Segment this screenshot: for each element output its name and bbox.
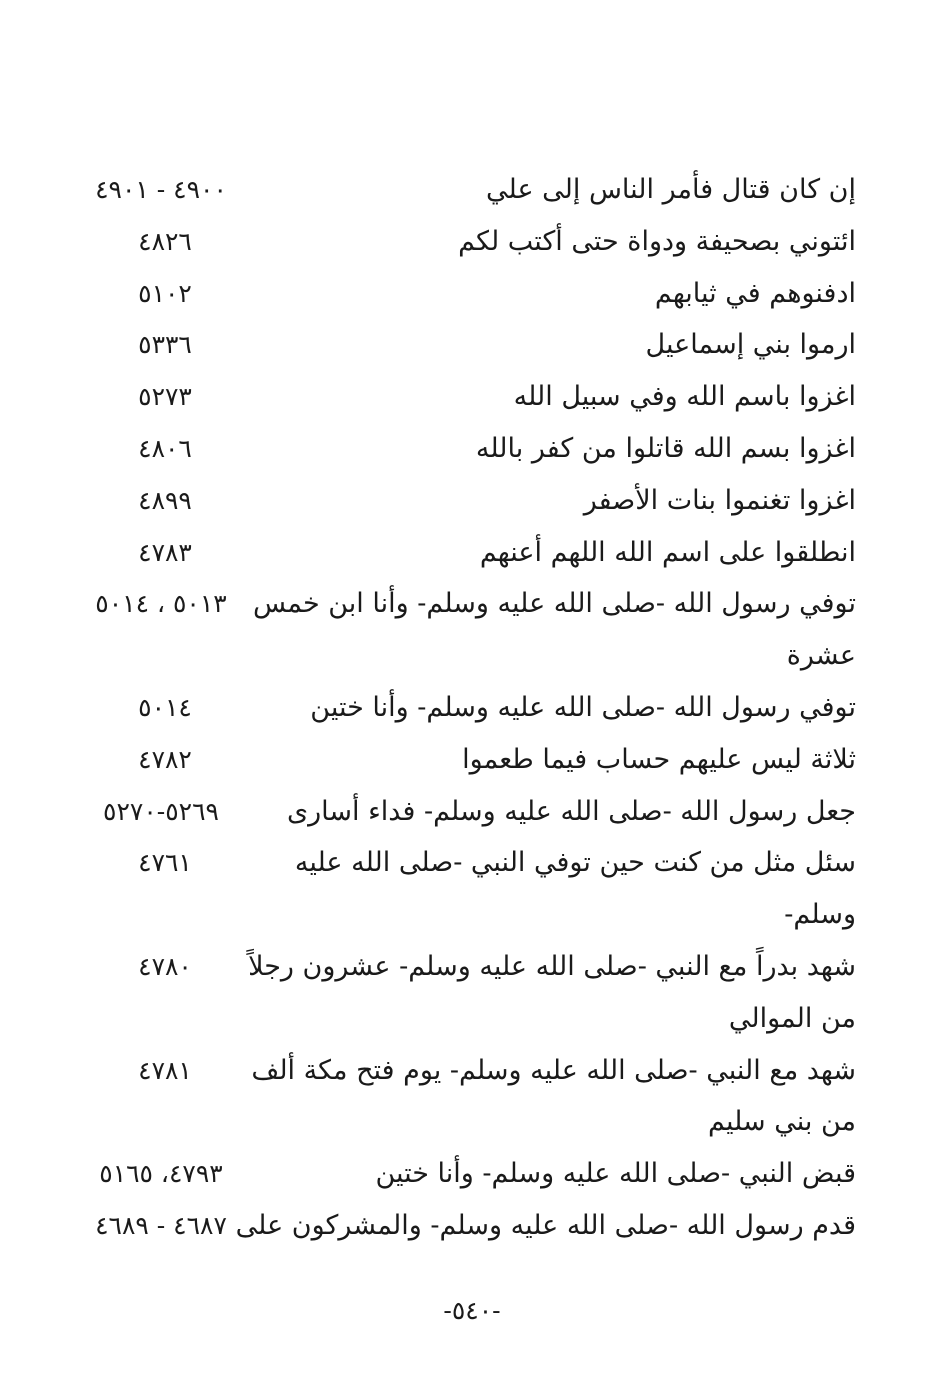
entry-reference: ٤٧٨١ <box>138 1055 192 1085</box>
index-entry <box>0 423 944 475</box>
index-entry <box>0 475 944 527</box>
index-entry <box>0 578 944 630</box>
entry-reference: ٤٧٨٢ <box>138 744 192 774</box>
index-entry-continuation <box>0 889 944 941</box>
entry-reference: ٤٨٩٩ <box>138 485 192 515</box>
entry-text: وسلم- <box>784 899 856 931</box>
entry-text: من الموالي <box>728 1002 856 1034</box>
index-entry-continuation <box>0 630 944 682</box>
entry-reference: ٥٢٧٣ <box>138 382 192 412</box>
entry-reference: ٥٢٦٩-٥٢٧٠ <box>103 796 219 826</box>
entry-text: عشرة <box>786 640 856 672</box>
index-entry <box>0 941 944 993</box>
page-number: -٥٤٠- <box>443 1296 501 1325</box>
entry-reference: ٤٧٨٣ <box>138 537 192 567</box>
index-entry <box>0 319 944 371</box>
entry-text: من بني سليم <box>707 1106 856 1138</box>
index-entry <box>0 734 944 786</box>
entry-text: اغزوا بسم الله قاتلوا من كفر بالله <box>475 432 856 464</box>
entry-text: ائتوني بصحيفة ودواة حتى أكتب لكم <box>458 225 856 257</box>
index-entry <box>0 1200 944 1252</box>
index-entry <box>0 216 944 268</box>
entry-text: سئل مثل من كنت حين توفي النبي -صلى الله عليه <box>294 847 856 879</box>
index-entry <box>0 268 944 320</box>
entry-text: شهد مع النبي -صلى الله عليه وسلم- يوم فتح مكة ألف <box>251 1054 856 1086</box>
index-entry <box>0 527 944 579</box>
index-entry <box>0 682 944 734</box>
entry-text: جعل رسول الله -صلى الله عليه وسلم- فداء أسارى <box>287 795 856 827</box>
entry-reference: ٥٠١٣ ، ٥٠١٤ <box>95 589 227 619</box>
entry-text: توفي رسول الله -صلى الله عليه وسلم- وأنا ختين <box>310 691 856 723</box>
entry-text: اغزوا تغنموا بنات الأصفر <box>583 484 856 516</box>
index-entry-continuation <box>0 993 944 1045</box>
entry-reference: ٤٧٨٠ <box>138 951 192 981</box>
entry-text: شهد بدراً مع النبي -صلى الله عليه وسلم- عشرون رجلاً <box>248 950 856 982</box>
entry-text: إن كان قتال فأمر الناس إلى علي <box>486 174 856 205</box>
entry-text: ثلاثة ليس عليهم حساب فيما طعموا <box>462 743 856 775</box>
index-entry <box>0 1045 944 1097</box>
entry-reference: ٥٠١٤ <box>138 692 192 722</box>
index-entry <box>0 1148 944 1200</box>
entry-reference: ٤٦٨٧ - ٤٦٨٩ <box>95 1210 227 1240</box>
entry-reference: ٤٨٢٦ <box>138 226 192 256</box>
index-entry <box>0 837 944 889</box>
index-entry <box>0 371 944 423</box>
entry-text: توفي رسول الله -صلى الله عليه وسلم- وأنا ابن خمس <box>252 588 856 620</box>
entry-text: ارموا بني إسماعيل <box>645 329 856 361</box>
entry-reference: ٤٨٠٦ <box>138 433 192 463</box>
index-entry <box>0 786 944 838</box>
entry-reference: ٥٣٣٦ <box>138 330 192 360</box>
entry-text: قدم رسول الله -صلى الله عليه وسلم- والمشركون على <box>235 1209 856 1241</box>
entry-text: انطلقوا على اسم الله اللهم أعنهم <box>479 536 856 568</box>
entry-reference: ٤٩٠٠ - ٤٩٠١ <box>95 175 227 204</box>
entry-reference: ٤٧٦١ <box>138 848 192 878</box>
entry-text: قبض النبي -صلى الله عليه وسلم- وأنا ختين <box>375 1158 856 1190</box>
entry-reference: ٥١٠٢ <box>138 278 192 308</box>
entry-text: ادفنوهم في ثيابهم <box>654 277 856 309</box>
index-list <box>0 164 944 1252</box>
entry-reference: ٤٧٩٣، ٥١٦٥ <box>99 1159 223 1189</box>
index-entry <box>0 164 944 216</box>
entry-text: اغزوا باسم الله وفي سبيل الله <box>513 381 856 413</box>
index-entry-continuation <box>0 1096 944 1148</box>
